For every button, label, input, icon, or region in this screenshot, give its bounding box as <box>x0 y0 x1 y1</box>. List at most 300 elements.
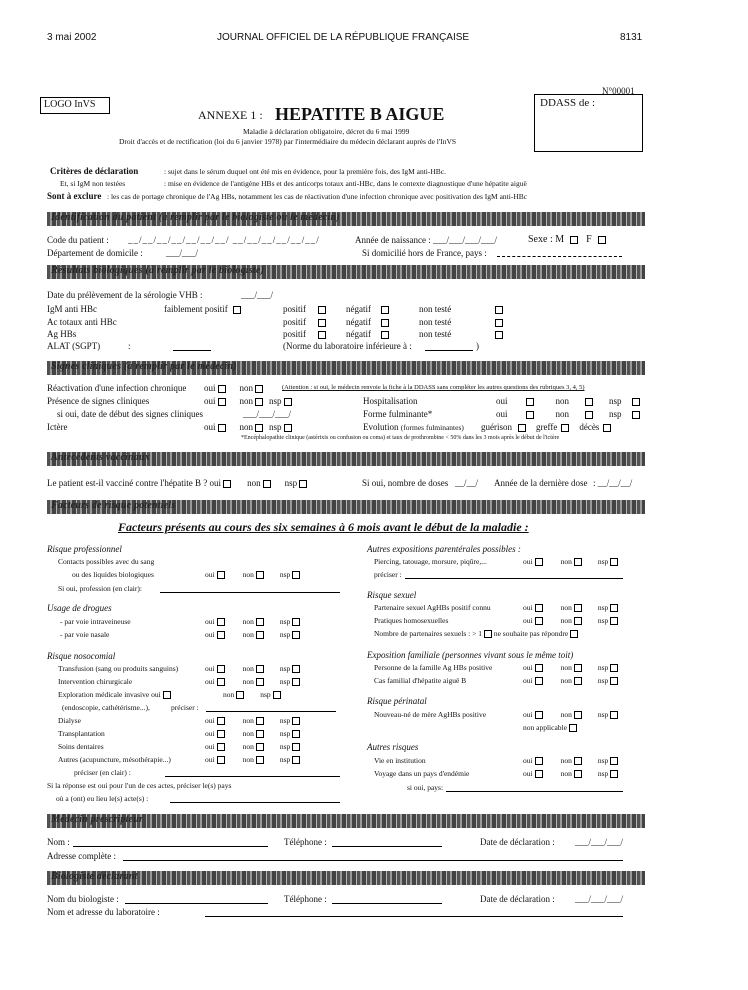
aghbs-positive-checkbox[interactable] <box>318 331 326 339</box>
transplant-options <box>205 729 300 738</box>
family-case-dk-checkbox[interactable] <box>610 677 618 685</box>
dental-dk-checkbox[interactable] <box>292 743 300 751</box>
no-text: non <box>239 422 254 432</box>
not-applicable-text: non applicable <box>523 723 567 732</box>
newborn-yes-checkbox[interactable] <box>535 711 543 719</box>
doctor-date-label: Date de déclaration : <box>480 837 555 847</box>
reactivation-label: Réactivation d'une infection chronique <box>47 383 187 393</box>
newborn-no-checkbox[interactable] <box>574 711 582 719</box>
hospit-dk-checkbox[interactable] <box>632 398 640 406</box>
drugs-title: Usage de drogues <box>47 603 112 613</box>
homosexual-dk-checkbox[interactable] <box>610 617 618 625</box>
jaundice-label: Ictère <box>47 422 68 432</box>
other-nosocomial-label: Autres (acupuncture, mésothérapie...) <box>58 755 171 764</box>
signs-yes-checkbox[interactable] <box>218 398 226 406</box>
fulminant-no-checkbox[interactable] <box>585 411 593 419</box>
yes-text: oui <box>205 664 215 673</box>
travel-country-label: si oui, pays: <box>407 783 444 792</box>
yes-text: oui <box>204 422 216 432</box>
exploration-dk-checkbox[interactable] <box>273 691 281 699</box>
jaundice-yes-checkbox[interactable] <box>218 424 226 432</box>
exploration-detail: (endoscopie, cathétérisme...), <box>62 703 150 712</box>
transfusion-dk-checkbox[interactable] <box>292 665 300 673</box>
pro-risk-dk-checkbox[interactable] <box>292 571 300 579</box>
dialysis-dk-checkbox[interactable] <box>292 717 300 725</box>
institution-yes-checkbox[interactable] <box>535 757 543 765</box>
dept-label: Département de domicile : <box>47 248 143 258</box>
transfusion-no-checkbox[interactable] <box>256 665 264 673</box>
parenteral-title: Autres expositions parentérales possibles : <box>367 544 521 554</box>
dk-text: nsp <box>609 396 622 406</box>
doctor-address-field[interactable] <box>123 860 623 861</box>
fulminant-options <box>496 409 640 419</box>
fulminant-label: Forme fulminante* <box>363 409 433 419</box>
no-text: non <box>560 756 572 765</box>
yes-text: oui <box>523 663 533 672</box>
dk-text: nsp <box>597 756 609 765</box>
dental-options <box>205 742 300 751</box>
transplant-checkbox[interactable] <box>561 424 569 432</box>
death-text: décès <box>579 422 600 432</box>
drugs-iv-no-checkbox[interactable] <box>256 618 264 626</box>
yes-text: oui <box>205 755 215 764</box>
sexual-partner-dk-checkbox[interactable] <box>610 604 618 612</box>
family-person-options <box>523 663 618 672</box>
igm-options <box>283 304 503 314</box>
dialysis-yes-checkbox[interactable] <box>217 717 225 725</box>
vaccinated-yes-checkbox[interactable] <box>223 480 231 488</box>
no-text: non <box>560 557 572 566</box>
fulminant-dk-checkbox[interactable] <box>632 411 640 419</box>
piercing-yes-checkbox[interactable] <box>535 558 543 566</box>
dk-text: nsp <box>279 630 291 639</box>
partners-text: Nombre de partenaires sexuels : > 1 <box>374 629 482 638</box>
dept-field[interactable]: ___/___/ <box>166 248 199 258</box>
page-title: HEPATITE B AIGUE <box>275 104 445 124</box>
no-answer-text: ne souhaite pas répondre <box>493 629 569 638</box>
no-text: non <box>242 742 254 751</box>
family-person-dk-checkbox[interactable] <box>610 664 618 672</box>
dk-text: nsp <box>279 617 291 626</box>
family-case-label: Cas familial d'hépatite aiguë B <box>374 676 467 685</box>
dk-text: nsp <box>597 557 609 566</box>
weak-positive-text: faiblement positif <box>164 304 228 314</box>
parenteral-specify-field[interactable] <box>405 578 623 579</box>
lab-phone-field[interactable] <box>332 903 442 904</box>
no-text: non <box>555 409 570 419</box>
igm-nottested-checkbox[interactable] <box>495 306 503 314</box>
no-text: non <box>560 676 572 685</box>
other-specify-label: préciser (en clair) : <box>74 768 131 777</box>
homosexual-options <box>523 616 618 625</box>
criteria-text: : sujet dans le sérum duquel ont été mis en évidence, pour la première fois, des IgM anti-HBc. <box>164 167 447 176</box>
drugs-iv-yes-checkbox[interactable] <box>217 618 225 626</box>
dk-text: nsp <box>597 769 609 778</box>
yes-text: oui <box>523 603 533 612</box>
lab-phone-label: Téléphone : <box>284 894 327 904</box>
doctor-name-field[interactable] <box>73 846 268 847</box>
family-person-label: Personne de la famille Ag HBs positive <box>374 663 493 672</box>
doctor-address-label: Adresse complète : <box>47 851 116 861</box>
pro-risk-yes-checkbox[interactable] <box>217 571 225 579</box>
yes-text: oui <box>205 742 215 751</box>
transfusion-label: Transfusion (sang ou produits sanguins) <box>58 664 179 673</box>
transfusion-yes-checkbox[interactable] <box>217 665 225 673</box>
section-bar-clinical-label: Signes cliniques (à remplir par le médecin) <box>51 361 237 372</box>
title-prefix: ANNEXE 1 : <box>198 108 263 122</box>
dk-text: nsp <box>279 570 291 579</box>
exploration-no-checkbox[interactable] <box>236 691 244 699</box>
piercing-no-checkbox[interactable] <box>574 558 582 566</box>
fulminant-footnote: *Encéphalopathie clinique (astérixis ou confusion ou coma) et taux de prothrombine < 50% dans les 3 mois après le début de l'ictère <box>241 435 560 441</box>
dk-text: nsp <box>597 616 609 625</box>
lab-address-label: Nom et adresse du laboratoire : <box>47 907 160 917</box>
reactivation-yes-checkbox[interactable] <box>218 385 226 393</box>
sex-m-checkbox[interactable] <box>570 236 578 244</box>
homosexual-no-checkbox[interactable] <box>574 617 582 625</box>
vaccinated-no-checkbox[interactable] <box>263 480 271 488</box>
negative-text: négatif <box>346 304 372 314</box>
travel-options <box>523 769 618 778</box>
transplant-dk-checkbox[interactable] <box>292 730 300 738</box>
hospit-label: Hospitalisation <box>363 396 418 406</box>
logo-box <box>40 97 110 114</box>
profession-label: Si oui, profession (en clair): <box>58 584 142 593</box>
yes-text: oui <box>205 729 215 738</box>
dk-text: nsp <box>597 676 609 685</box>
factors-title: Facteurs présents au cours des six semaines à 6 mois avant le début de la maladie : <box>118 520 529 534</box>
vaccinated-dk-checkbox[interactable] <box>299 480 307 488</box>
birth-year-field[interactable]: Année de naissance : ___/___/___/___/ <box>355 235 497 245</box>
transplant-no-checkbox[interactable] <box>256 730 264 738</box>
no-text: non <box>242 630 254 639</box>
evolution-small: (formes fulminantes) <box>400 423 464 432</box>
not-tested-text: non testé <box>419 317 452 327</box>
positive-text: positif <box>283 317 307 327</box>
lab-name-label: Nom du biologiste : <box>47 894 119 904</box>
sex-f-label: F <box>586 234 592 245</box>
ac-positive-checkbox[interactable] <box>318 319 326 327</box>
not-applicable-label <box>523 723 577 732</box>
doctor-date-field[interactable]: ___/___/___/ <box>575 837 624 847</box>
sample-date-field[interactable]: ___/___/ <box>241 290 274 300</box>
evolution-options <box>481 422 611 432</box>
piercing-label: Piercing, tatouage, morsure, piqûre,... <box>374 557 487 566</box>
section-bar-patient-label: Identification du patient (à remplir par le biologiste ou le médecin) <box>51 212 340 223</box>
no-text: non <box>242 570 254 579</box>
ac-nottested-checkbox[interactable] <box>495 319 503 327</box>
family-case-yes-checkbox[interactable] <box>535 677 543 685</box>
yes-text: oui <box>205 677 215 686</box>
partners-label <box>374 629 578 638</box>
travel-no-checkbox[interactable] <box>574 770 582 778</box>
no-answer-checkbox[interactable] <box>570 630 578 638</box>
section-bar-doctor-label: Médecin prescripteur <box>51 814 144 825</box>
dental-label: Soins dentaires <box>58 742 104 751</box>
transplant-label: Transplantation <box>58 729 105 738</box>
transfusion-options <box>205 664 300 673</box>
fulminant-yes-checkbox[interactable] <box>526 411 534 419</box>
other-nosocomial-options <box>205 755 300 764</box>
jaundice-dk-checkbox[interactable] <box>284 424 292 432</box>
header-page: 8131 <box>620 32 643 43</box>
alat-norm-field[interactable] <box>425 350 473 351</box>
surgery-dk-checkbox[interactable] <box>292 678 300 686</box>
dialysis-label: Dialyse <box>58 716 81 725</box>
family-case-no-checkbox[interactable] <box>574 677 582 685</box>
family-case-options <box>523 676 618 685</box>
hospit-yes-checkbox[interactable] <box>526 398 534 406</box>
yes-text: oui <box>204 396 216 406</box>
pro-risk-title: Risque professionnel <box>47 544 122 554</box>
piercing-options <box>523 557 618 566</box>
abroad-field[interactable] <box>497 256 622 257</box>
institution-options <box>523 756 618 765</box>
logo-text: LOGO InVS <box>44 99 96 110</box>
no-text: non <box>239 383 254 393</box>
dk-text: nsp <box>279 755 291 764</box>
sexual-title: Risque sexuel <box>367 590 417 600</box>
no-text: non <box>555 396 570 406</box>
aghbs-options <box>283 329 503 339</box>
yes-text: oui <box>204 383 216 393</box>
hospit-no-checkbox[interactable] <box>585 398 593 406</box>
alat-field[interactable] <box>173 350 211 351</box>
countries-label-2: où a (ont) eu lieu le(s) acte(s) : <box>56 794 149 803</box>
no-text: non <box>560 663 572 672</box>
pro-risk-no-checkbox[interactable] <box>256 571 264 579</box>
section-bar-doctor <box>47 814 645 828</box>
doctor-phone-field[interactable] <box>332 846 442 847</box>
other-nosocomial-yes-checkbox[interactable] <box>217 756 225 764</box>
other-risks-title: Autres risques <box>367 742 419 752</box>
newborn-dk-checkbox[interactable] <box>610 711 618 719</box>
criteria-label-2: Et, si IgM non testées <box>60 179 126 188</box>
family-person-yes-checkbox[interactable] <box>535 664 543 672</box>
parenteral-specify: préciser : <box>374 570 402 579</box>
no-text: non <box>239 396 254 406</box>
aghbs-label: Ag HBs <box>47 329 77 339</box>
yes-text: oui <box>205 630 215 639</box>
nosocomial-title: Risque nosocomial <box>47 651 116 661</box>
pro-risk-options <box>205 570 300 579</box>
recovery-checkbox[interactable] <box>518 424 526 432</box>
patient-code-field[interactable]: __/__/__/__/__/__/__/ __/__/__/__/__/__/ <box>128 235 320 245</box>
jaundice-no-checkbox[interactable] <box>255 424 263 432</box>
dk-text: nsp <box>597 710 609 719</box>
dk-text: nsp <box>284 478 298 488</box>
sex-m-label: Sexe : M <box>528 234 565 245</box>
institution-dk-checkbox[interactable] <box>610 757 618 765</box>
no-text: non <box>560 603 572 612</box>
surgery-label: Intervention chirurgicale <box>58 677 133 686</box>
signs-options <box>204 396 292 406</box>
section-bar-lab <box>47 871 645 885</box>
dk-text: nsp <box>597 603 609 612</box>
yes-text: oui <box>523 756 533 765</box>
drugs-nasal-label: - par voie nasale <box>60 630 110 639</box>
lab-address-field[interactable] <box>205 916 623 917</box>
reactivation-options <box>204 383 263 393</box>
alat-colon: : <box>128 341 131 351</box>
section-bar-risk <box>47 500 645 514</box>
surgery-options <box>205 677 300 686</box>
patient-code-label: Code du patient : <box>47 235 109 245</box>
criteria-label: Critères de déclaration <box>50 166 139 176</box>
negative-text: négatif <box>346 329 372 339</box>
last-dose-field[interactable]: : __/__/__/ <box>593 478 633 488</box>
yes-text: oui <box>523 557 533 566</box>
piercing-dk-checkbox[interactable] <box>610 558 618 566</box>
hospit-options <box>496 396 640 406</box>
profession-field[interactable] <box>160 592 340 593</box>
exploration-yes-checkbox[interactable] <box>163 691 171 699</box>
alat-norm-label: (Norme du laboratoire inférieure à : <box>283 341 412 351</box>
newborn-options <box>523 710 618 719</box>
homosexual-label: Pratiques homosexuelles <box>374 616 449 625</box>
signs-no-checkbox[interactable] <box>255 398 263 406</box>
no-text: non <box>242 617 254 626</box>
positive-text: positif <box>283 304 307 314</box>
evolution-label <box>363 422 464 432</box>
yes-text: oui <box>523 676 533 685</box>
doses-field[interactable]: __/__/ <box>455 478 479 488</box>
exploration-text: Exploration médicale invasive oui <box>58 690 161 699</box>
exclusion-text: : les cas de portage chronique de l'Ag HBs, notamment les cas de réactivation d'une infection chronique avec positivation des IgM anti-HBc <box>107 192 528 201</box>
dental-no-checkbox[interactable] <box>256 743 264 751</box>
doses-label: Si oui, nombre de doses <box>362 478 449 488</box>
negative-text: négatif <box>346 317 372 327</box>
pro-risk-line1: Contacts possibles avec du sang <box>58 557 155 566</box>
aghbs-nottested-checkbox[interactable] <box>495 331 503 339</box>
sexual-partner-label: Partenaire sexuel AgHBs positif connu <box>374 603 491 612</box>
aghbs-negative-checkbox[interactable] <box>381 331 389 339</box>
lab-name-field[interactable] <box>125 903 268 904</box>
ddass-label: DDASS de : <box>540 97 596 109</box>
surgery-no-checkbox[interactable] <box>256 678 264 686</box>
igm-weak-checkbox[interactable] <box>233 306 241 314</box>
igm-label: IgM anti HBc <box>47 304 97 314</box>
death-checkbox[interactable] <box>603 424 611 432</box>
sex-f-checkbox[interactable] <box>598 236 606 244</box>
dk-text: nsp <box>279 742 291 751</box>
vaccinated-question <box>47 478 307 488</box>
exploration-specify: préciser : <box>171 703 199 712</box>
exploration-specify-field[interactable] <box>206 711 336 712</box>
travel-country-field[interactable] <box>446 791 623 792</box>
subtitle-1: Maladie à déclaration obligatoire, décret du 6 mai 1999 <box>243 127 410 136</box>
criteria-text-2: : mise en évidence de l'antigène HBs et des anticorps totaux anti-HBc, dans le contexte diagnostique d'une hépatite aiguë <box>164 179 527 188</box>
no-text: non <box>242 664 254 673</box>
perinatal-title: Risque périnatal <box>367 696 427 706</box>
igm-positive-checkbox[interactable] <box>318 306 326 314</box>
transplant-yes-checkbox[interactable] <box>217 730 225 738</box>
igm-negative-checkbox[interactable] <box>381 306 389 314</box>
not-applicable-checkbox[interactable] <box>569 724 577 732</box>
homosexual-yes-checkbox[interactable] <box>535 617 543 625</box>
section-bar-patient <box>47 212 645 226</box>
evolution-text: Evolution <box>363 422 399 432</box>
exploration-options <box>205 690 281 699</box>
drugs-iv-dk-checkbox[interactable] <box>292 618 300 626</box>
drugs-nasal-options <box>205 630 300 639</box>
dk-text: nsp <box>597 663 609 672</box>
alat-norm-close: ) <box>476 341 479 351</box>
subtitle-2: Droit d'accès et de rectification (loi du 6 janvier 1978) par l'intermédiaire du médecin déclarant auprès de l'InVS <box>119 137 457 146</box>
family-title: Exposition familiale (personnes vivant sous le même toit) <box>367 650 574 660</box>
drugs-nasal-no-checkbox[interactable] <box>256 631 264 639</box>
dk-text: nsp <box>279 677 291 686</box>
dk-text: nsp <box>269 422 282 432</box>
ac-negative-checkbox[interactable] <box>381 319 389 327</box>
institution-no-checkbox[interactable] <box>574 757 582 765</box>
dk-text: nsp <box>260 690 271 699</box>
ddass-box <box>534 94 643 152</box>
section-bar-bio-label: Résultats biologiques (à remplir par le biologiste) <box>51 265 264 276</box>
recovery-text: guérison <box>481 422 512 432</box>
partners-gt1-checkbox[interactable] <box>484 630 492 638</box>
dialysis-no-checkbox[interactable] <box>256 717 264 725</box>
lab-date-field[interactable]: ___/___/___/ <box>575 894 624 904</box>
countries-field[interactable] <box>170 802 340 803</box>
other-nosocomial-dk-checkbox[interactable] <box>292 756 300 764</box>
yes-text: oui <box>523 616 533 625</box>
not-tested-text: non testé <box>419 304 452 314</box>
institution-label: Vie en institution <box>374 756 426 765</box>
section-bar-bio <box>47 265 645 279</box>
dk-text: nsp <box>279 664 291 673</box>
no-text: non <box>242 677 254 686</box>
ac-totaux-label: Ac totaux anti HBc <box>47 317 117 327</box>
travel-yes-checkbox[interactable] <box>535 770 543 778</box>
onset-date-label: si oui, date de début des signes cliniques <box>57 409 203 419</box>
dk-text: nsp <box>609 409 622 419</box>
family-person-no-checkbox[interactable] <box>574 664 582 672</box>
pro-risk-line2: ou des liquides biologiques <box>72 570 154 579</box>
travel-dk-checkbox[interactable] <box>610 770 618 778</box>
yes-text: oui <box>523 710 533 719</box>
yes-text: oui <box>496 409 508 419</box>
header-journal: JOURNAL OFFICIEL DE LA RÉPUBLIQUE FRANÇAISE <box>217 32 470 43</box>
newborn-label: Nouveau-né de mère AgHBs positive <box>374 710 487 719</box>
dental-yes-checkbox[interactable] <box>217 743 225 751</box>
last-dose-label: Année de la dernière dose <box>494 478 588 488</box>
transplant-text: greffe <box>536 422 558 432</box>
section-bar-clinical <box>47 361 645 375</box>
surgery-yes-checkbox[interactable] <box>217 678 225 686</box>
sex-label <box>528 234 606 245</box>
sexual-partner-no-checkbox[interactable] <box>574 604 582 612</box>
signs-dk-checkbox[interactable] <box>284 398 292 406</box>
sexual-partner-yes-checkbox[interactable] <box>535 604 543 612</box>
section-bar-lab-label: Biologiste déclarant <box>51 871 138 882</box>
sample-date-label: Date du prélèvement de la sérologie VHB : <box>47 290 203 300</box>
vaccinated-text: Le patient est-il vacciné contre l'hépatite B ? oui <box>47 478 222 488</box>
onset-date-field[interactable]: ___/___/___/ <box>243 409 292 419</box>
other-nosocomial-no-checkbox[interactable] <box>256 756 264 764</box>
yes-text: oui <box>205 570 215 579</box>
other-specify-field[interactable] <box>165 776 340 777</box>
igm-weak-label <box>164 304 241 314</box>
no-text: non <box>223 690 235 699</box>
dialysis-options <box>205 716 300 725</box>
yes-text: oui <box>496 396 508 406</box>
drugs-nasal-dk-checkbox[interactable] <box>292 631 300 639</box>
exploration-label <box>58 690 171 699</box>
reactivation-no-checkbox[interactable] <box>255 385 263 393</box>
no-text: non <box>242 729 254 738</box>
drugs-nasal-yes-checkbox[interactable] <box>217 631 225 639</box>
